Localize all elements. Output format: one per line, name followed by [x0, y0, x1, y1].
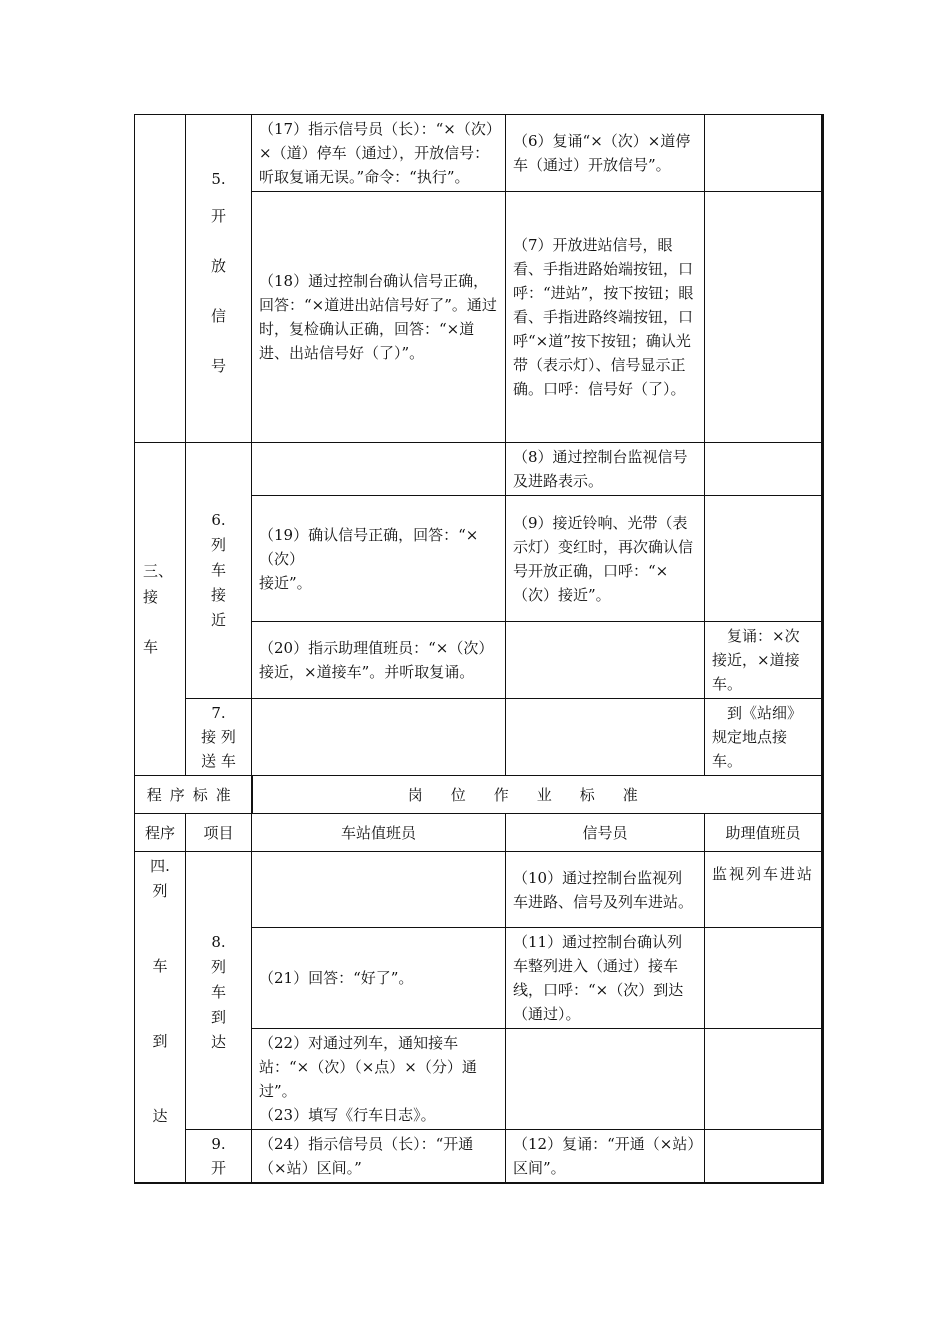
item-label: 车 [210, 983, 226, 1001]
section-label: 接 [143, 588, 159, 606]
item-label: 送 车 [201, 752, 236, 770]
signal-step-8: （8）通过控制台监视信号及进路表示。 [506, 443, 705, 496]
master-step-17: （17）指示信号员（长）：“×（次）×（道）停车（通过），开放信号：听取复诵无误。”命令：“执行”。 [252, 115, 506, 192]
item-label: 6. [211, 511, 226, 529]
section-label: 四. [150, 857, 170, 875]
assistant-monitor: 监视列车进站 [705, 852, 823, 928]
master-step-22: （22）对通过列车，通知接车站：“×（次）（×点）×（分）通过”。 [259, 1034, 477, 1100]
master-cell-empty [252, 699, 506, 776]
section-label: 三、 [143, 562, 174, 580]
col-item-header: 项目 [186, 814, 252, 852]
assistant-cell-empty [705, 192, 823, 443]
item-label: 车 [210, 561, 226, 579]
assistant-cell-empty [705, 443, 823, 496]
master-step-19: （19）确认信号正确，回答：“×（次） 接近”。 [252, 496, 506, 622]
col-master-header: 车站值班员 [252, 814, 506, 852]
signal-step-6: （6）复诵“×（次）×道停车（通过）开放信号”。 [506, 115, 705, 192]
master-step-21: （21）回答：“好了”。 [252, 928, 506, 1029]
master-step-22-23 [252, 1029, 506, 1130]
signal-cell-empty [506, 1029, 705, 1130]
item-label: 信 [210, 306, 226, 325]
item-label: 列 [210, 536, 226, 554]
item-label: 达 [210, 1033, 226, 1051]
signal-cell-empty [506, 699, 705, 776]
section-cell-empty [135, 115, 186, 443]
signal-cell-empty [506, 622, 705, 699]
signal-step-12: （12）复诵：“开通（×站）区间”。 [506, 1130, 705, 1184]
section-4-cell [135, 852, 186, 1184]
item-label: 接 列 [201, 728, 236, 746]
section-label: 到 [152, 1032, 168, 1050]
assistant-repeat: 复诵：×次接近，×道接车。 [705, 622, 823, 699]
item-6-cell [186, 443, 252, 699]
item-label: 7. [211, 704, 226, 722]
assistant-cell-empty [705, 1130, 823, 1184]
master-step-23: （23）填写《行车日志》。 [259, 1106, 436, 1124]
item-8-cell [186, 852, 252, 1130]
item-label: 开 [210, 1159, 226, 1177]
signal-step-9: （9）接近铃响、光带（表示灯）变红时，再次确认信号开放正确，口呼：“×（次）接近”。 [506, 496, 705, 622]
item-label: 5. [211, 169, 226, 188]
master-step-18: （18）通过控制台确认信号正确，回答：“×道进出站信号好了”。通过时，复检确认正确，回答：“×道进、出站信号好（了）”。 [252, 192, 506, 443]
section-label: 车 [143, 638, 159, 656]
signal-step-7: （7）开放进站信号，眼看、手指进路始端按钮，口呼：“进站”，按下按钮；眼看、手指进路终端按钮，口呼“×道”按下按钮；确认光带（表示灯）、信号显示正确。口呼：信号好（了）。 [506, 192, 705, 443]
item-9-cell [186, 1130, 252, 1184]
col-signal-header: 信号员 [506, 814, 705, 852]
section-label: 达 [152, 1107, 168, 1125]
col-assistant-header: 助理值班员 [705, 814, 823, 852]
assistant-cell-empty [705, 115, 823, 192]
assistant-cell-empty [705, 1029, 823, 1130]
item-label: 放 [210, 256, 226, 275]
program-standard-header: 程序标准 [135, 776, 252, 814]
col-program-header: 程序 [135, 814, 186, 852]
master-cell-empty [252, 443, 506, 496]
assistant-cell-empty [705, 496, 823, 622]
assistant-cell-empty [705, 928, 823, 1029]
item-label: 列 [210, 958, 226, 976]
section-label: 车 [152, 957, 168, 975]
item-label: 近 [210, 611, 226, 629]
assistant-receive-train: 到《站细》规定地点接车。 [705, 699, 823, 776]
item-label: 8. [211, 933, 226, 951]
item-label: 9. [211, 1135, 226, 1153]
item-label: 开 [210, 206, 226, 225]
item-label: 号 [210, 356, 226, 375]
master-cell-empty [252, 852, 506, 928]
item-label: 到 [210, 1008, 226, 1026]
section-label: 列 [152, 882, 168, 900]
item-7-cell [186, 699, 252, 776]
master-step-24: （24）指示信号员（长）：“开通（×站）区间。” [252, 1130, 506, 1184]
section-3-cell [135, 443, 186, 776]
post-standard-header: 岗位作业标准 [252, 776, 823, 814]
signal-step-10: （10）通过控制台监视列车进路、信号及列车进站。 [506, 852, 705, 928]
item-5-cell [186, 115, 252, 443]
signal-step-11: （11）通过控制台确认列车整列进入（通过）接车线，口呼：“×（次）到达（通过）。 [506, 928, 705, 1029]
master-step-20: （20）指示助理值班员：“×（次）接近，×道接车”。并听取复诵。 [252, 622, 506, 699]
item-label: 接 [210, 586, 226, 604]
operation-standard-table [134, 114, 824, 1184]
